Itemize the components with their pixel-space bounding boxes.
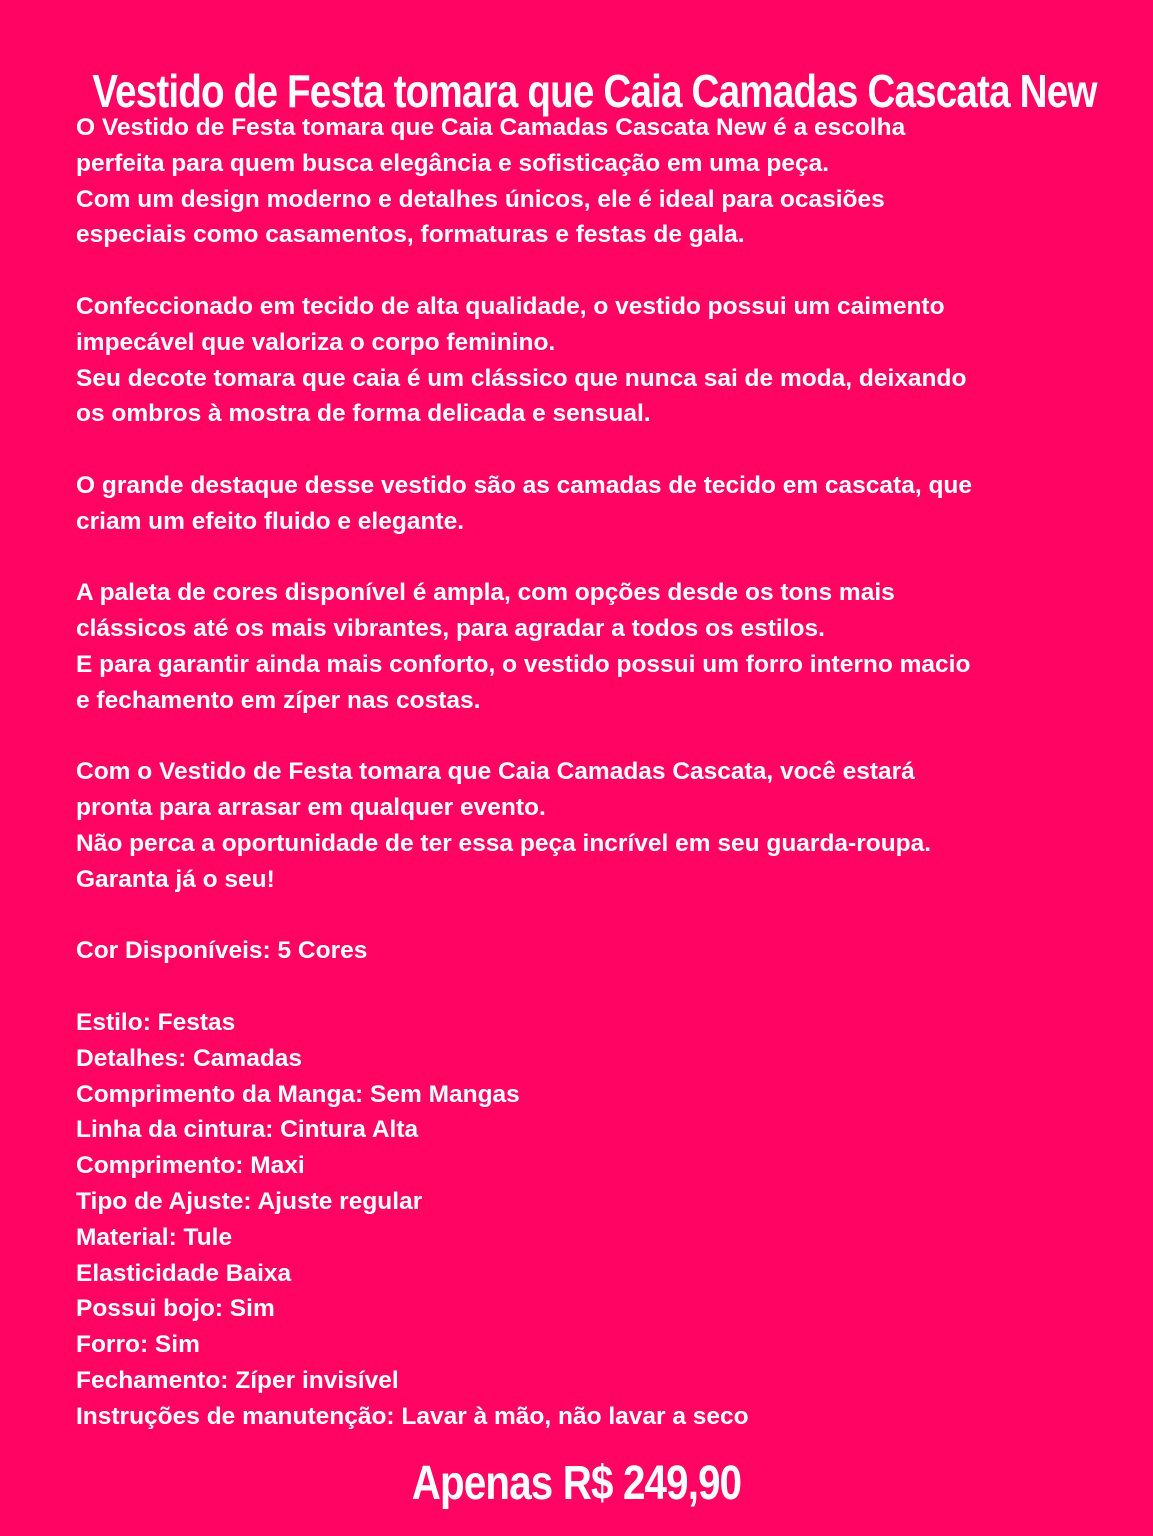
- spec-item: Estilo: Festas: [76, 1008, 236, 1036]
- spec-item: Instruções de manutenção: Lavar à mão, não lavar a seco: [76, 1402, 749, 1430]
- text-line: O grande destaque desse vestido são as camadas de tecido em cascata, que: [76, 471, 972, 499]
- blank-line: [76, 719, 1116, 755]
- text-line: Com um design moderno e detalhes únicos, ele é ideal para ocasiões: [76, 185, 885, 213]
- page-title: Vestido de Festa tomara que Caia Camadas Cascata New: [92, 64, 1097, 117]
- text-line: criam um efeito fluido e elegante.: [76, 507, 465, 535]
- text-line: O Vestido de Festa tomara que Caia Camadas Cascata New é a escolha: [76, 114, 906, 141]
- text-line: Não perca a oportunidade de ter essa peça incrível em seu guarda-roupa.: [76, 829, 932, 857]
- text-line: Confeccionado em tecido de alta qualidade, o vestido possui um caimento: [76, 292, 945, 320]
- spec-item: Fechamento: Zíper invisível: [76, 1366, 399, 1394]
- text-line: clássicos até os mais vibrantes, para agradar a todos os estilos.: [76, 615, 825, 643]
- text-line: e fechamento em zíper nas costas.: [76, 686, 481, 714]
- price-label: Apenas R$ 249,90: [411, 1457, 742, 1510]
- text-line: Seu decote tomara que caia é um clássico que nunca sai de moda, deixando: [76, 364, 967, 392]
- available-colors: Cor Disponíveis: 5 Cores: [76, 937, 368, 965]
- spec-item: Tipo de Ajuste: Ajuste regular: [76, 1187, 423, 1215]
- text-line: A paleta de cores disponível é ampla, com opções desde os tons mais: [76, 579, 895, 607]
- spec-item: Detalhes: Camadas: [76, 1044, 303, 1072]
- blank-line: [76, 898, 1116, 934]
- text-line: especiais como casamentos, formaturas e festas de gala.: [76, 221, 745, 249]
- text-line: pronta para arrasar em qualquer evento.: [76, 794, 546, 822]
- spec-item: Elasticidade Baixa: [76, 1259, 292, 1287]
- text-line: Garanta já o seu!: [76, 865, 275, 893]
- paragraph-fabric: [76, 289, 1116, 432]
- text-line: E para garantir ainda mais conforto, o vestido possui um forro interno macio: [76, 650, 971, 678]
- paragraph-intro: [76, 110, 1116, 253]
- text-line: os ombros à mostra de forma delicada e sensual.: [76, 400, 651, 428]
- spec-item: Comprimento da Manga: Sem Mangas: [76, 1080, 520, 1108]
- paragraph-closing: [76, 754, 1116, 897]
- spec-item: Possui bojo: Sim: [76, 1295, 275, 1323]
- text-line: Com o Vestido de Festa tomara que Caia Camadas Cascata, você estará: [76, 758, 915, 786]
- text-line: perfeita para quem busca elegância e sofisticação em uma peça.: [76, 149, 830, 177]
- paragraph-colors: [76, 575, 1116, 718]
- blank-line: [76, 540, 1116, 576]
- spec-list: [76, 1005, 1116, 1435]
- paragraph-highlight: [76, 468, 1116, 540]
- spec-item: Forro: Sim: [76, 1331, 200, 1359]
- description-body: [76, 110, 1116, 1434]
- text-line: impecável que valoriza o corpo feminino.: [76, 328, 556, 356]
- spec-item: Comprimento: Maxi: [76, 1152, 305, 1180]
- spec-item: Linha da cintura: Cintura Alta: [76, 1116, 419, 1144]
- blank-line: [76, 969, 1116, 1005]
- blank-line: [76, 253, 1116, 289]
- spec-item: Material: Tule: [76, 1223, 233, 1251]
- blank-line: [76, 432, 1116, 468]
